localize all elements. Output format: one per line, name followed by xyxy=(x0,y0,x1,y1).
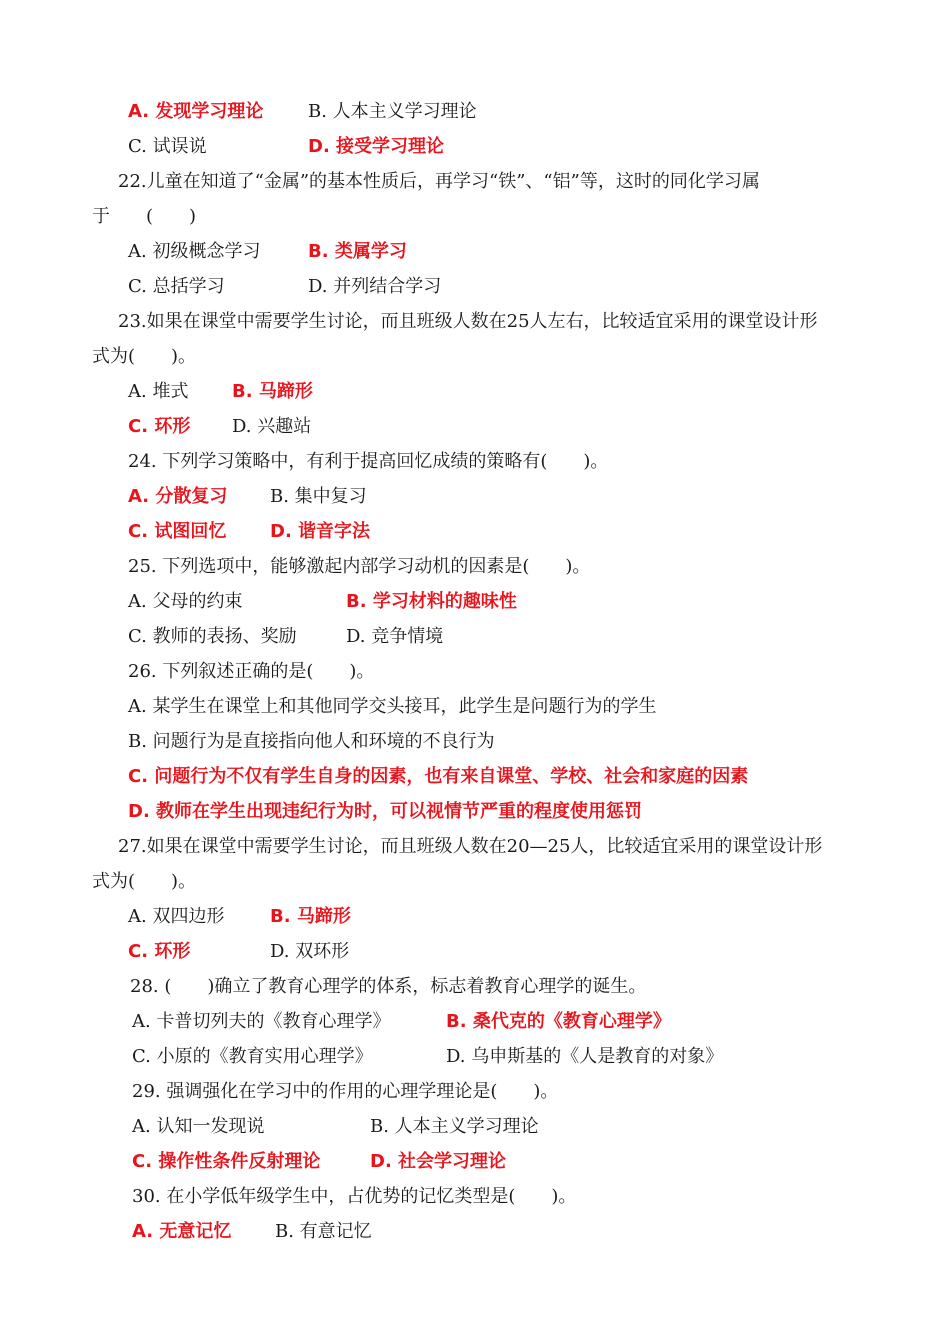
option: A. 堆式 xyxy=(128,381,189,402)
correct-option: D. 谐音字法 xyxy=(270,521,371,542)
question-line: 30. 在小学低年级学生中，占优势的记忆类型是( )。 xyxy=(132,1186,577,1207)
question-line: 29. 强调强化在学习中的作用的心理学理论是( )。 xyxy=(132,1081,559,1102)
option: D. 双环形 xyxy=(270,941,350,962)
option: D. 竞争情境 xyxy=(346,626,444,647)
correct-option: D. 接受学习理论 xyxy=(308,136,445,157)
correct-option: C. 试图回忆 xyxy=(128,521,227,542)
correct-option: C. 环形 xyxy=(128,416,191,437)
option: B. 人本主义学习理论 xyxy=(370,1116,539,1137)
correct-option: A. 发现学习理论 xyxy=(128,101,264,122)
question-line: 22.儿童在知道了“金属”的基本性质后，再学习“铁”、“铝”等，这时的同化学习属 xyxy=(118,171,760,192)
correct-option: B. 学习材料的趣味性 xyxy=(346,591,517,612)
correct-option: A. 分散复习 xyxy=(128,486,228,507)
correct-option: B. 桑代克的《教育心理学》 xyxy=(446,1011,671,1032)
question-line: 24. 下列学习策略中，有利于提高回忆成绩的策略有( )。 xyxy=(128,451,609,472)
option: C. 试误说 xyxy=(128,136,207,157)
option: A. 双四边形 xyxy=(128,906,225,927)
option: D. 乌申斯基的《人是教育的对象》 xyxy=(446,1046,724,1067)
question-line: 于 ( ) xyxy=(92,206,197,227)
question-line: 28. ( )确立了教育心理学的体系，标志着教育心理学的诞生。 xyxy=(130,976,647,997)
correct-option: B. 马蹄形 xyxy=(270,906,351,927)
correct-option: B. 马蹄形 xyxy=(232,381,313,402)
question-line: 式为( )。 xyxy=(92,871,197,892)
question-line: 26. 下列叙述正确的是( )。 xyxy=(128,661,375,682)
option: D. 并列结合学习 xyxy=(308,276,442,297)
correct-option: C. 操作性条件反射理论 xyxy=(132,1151,321,1172)
question-line: 25. 下列选项中，能够激起内部学习动机的因素是( )。 xyxy=(128,556,591,577)
option: B. 有意记忆 xyxy=(275,1221,372,1242)
option: B. 问题行为是直接指向他人和环境的不良行为 xyxy=(128,731,495,752)
option: A. 初级概念学习 xyxy=(128,241,261,262)
question-line: 23.如果在课堂中需要学生讨论，而且班级人数在25人左右，比较适宜采用的课堂设计形 xyxy=(118,311,818,332)
option: C. 小原的《教育实用心理学》 xyxy=(132,1046,373,1067)
option: C. 教师的表扬、奖励 xyxy=(128,626,297,647)
option: C. 总括学习 xyxy=(128,276,225,297)
correct-option: D. 社会学习理论 xyxy=(370,1151,507,1172)
correct-option: A. 无意记忆 xyxy=(132,1221,232,1242)
option: D. 兴趣站 xyxy=(232,416,312,437)
correct-option: D. 教师在学生出现违纪行为时，可以视情节严重的程度使用惩罚 xyxy=(128,801,643,822)
correct-option: B. 类属学习 xyxy=(308,241,407,262)
correct-option: C. 环形 xyxy=(128,941,191,962)
option: B. 人本主义学习理论 xyxy=(308,101,477,122)
question-line: 27.如果在课堂中需要学生讨论，而且班级人数在20—25人，比较适宜采用的课堂设计形 xyxy=(118,836,823,857)
option: A. 认知一发现说 xyxy=(132,1116,265,1137)
option: A. 某学生在课堂上和其他同学交头接耳，此学生是问题行为的学生 xyxy=(128,696,657,717)
correct-option: C. 问题行为不仅有学生自身的因素，也有来自课堂、学校、社会和家庭的因素 xyxy=(128,766,749,787)
option: B. 集中复习 xyxy=(270,486,367,507)
question-line: 式为( )。 xyxy=(92,346,197,367)
option: A. 父母的约束 xyxy=(128,591,243,612)
option: A. 卡普切列夫的《教育心理学》 xyxy=(132,1011,391,1032)
